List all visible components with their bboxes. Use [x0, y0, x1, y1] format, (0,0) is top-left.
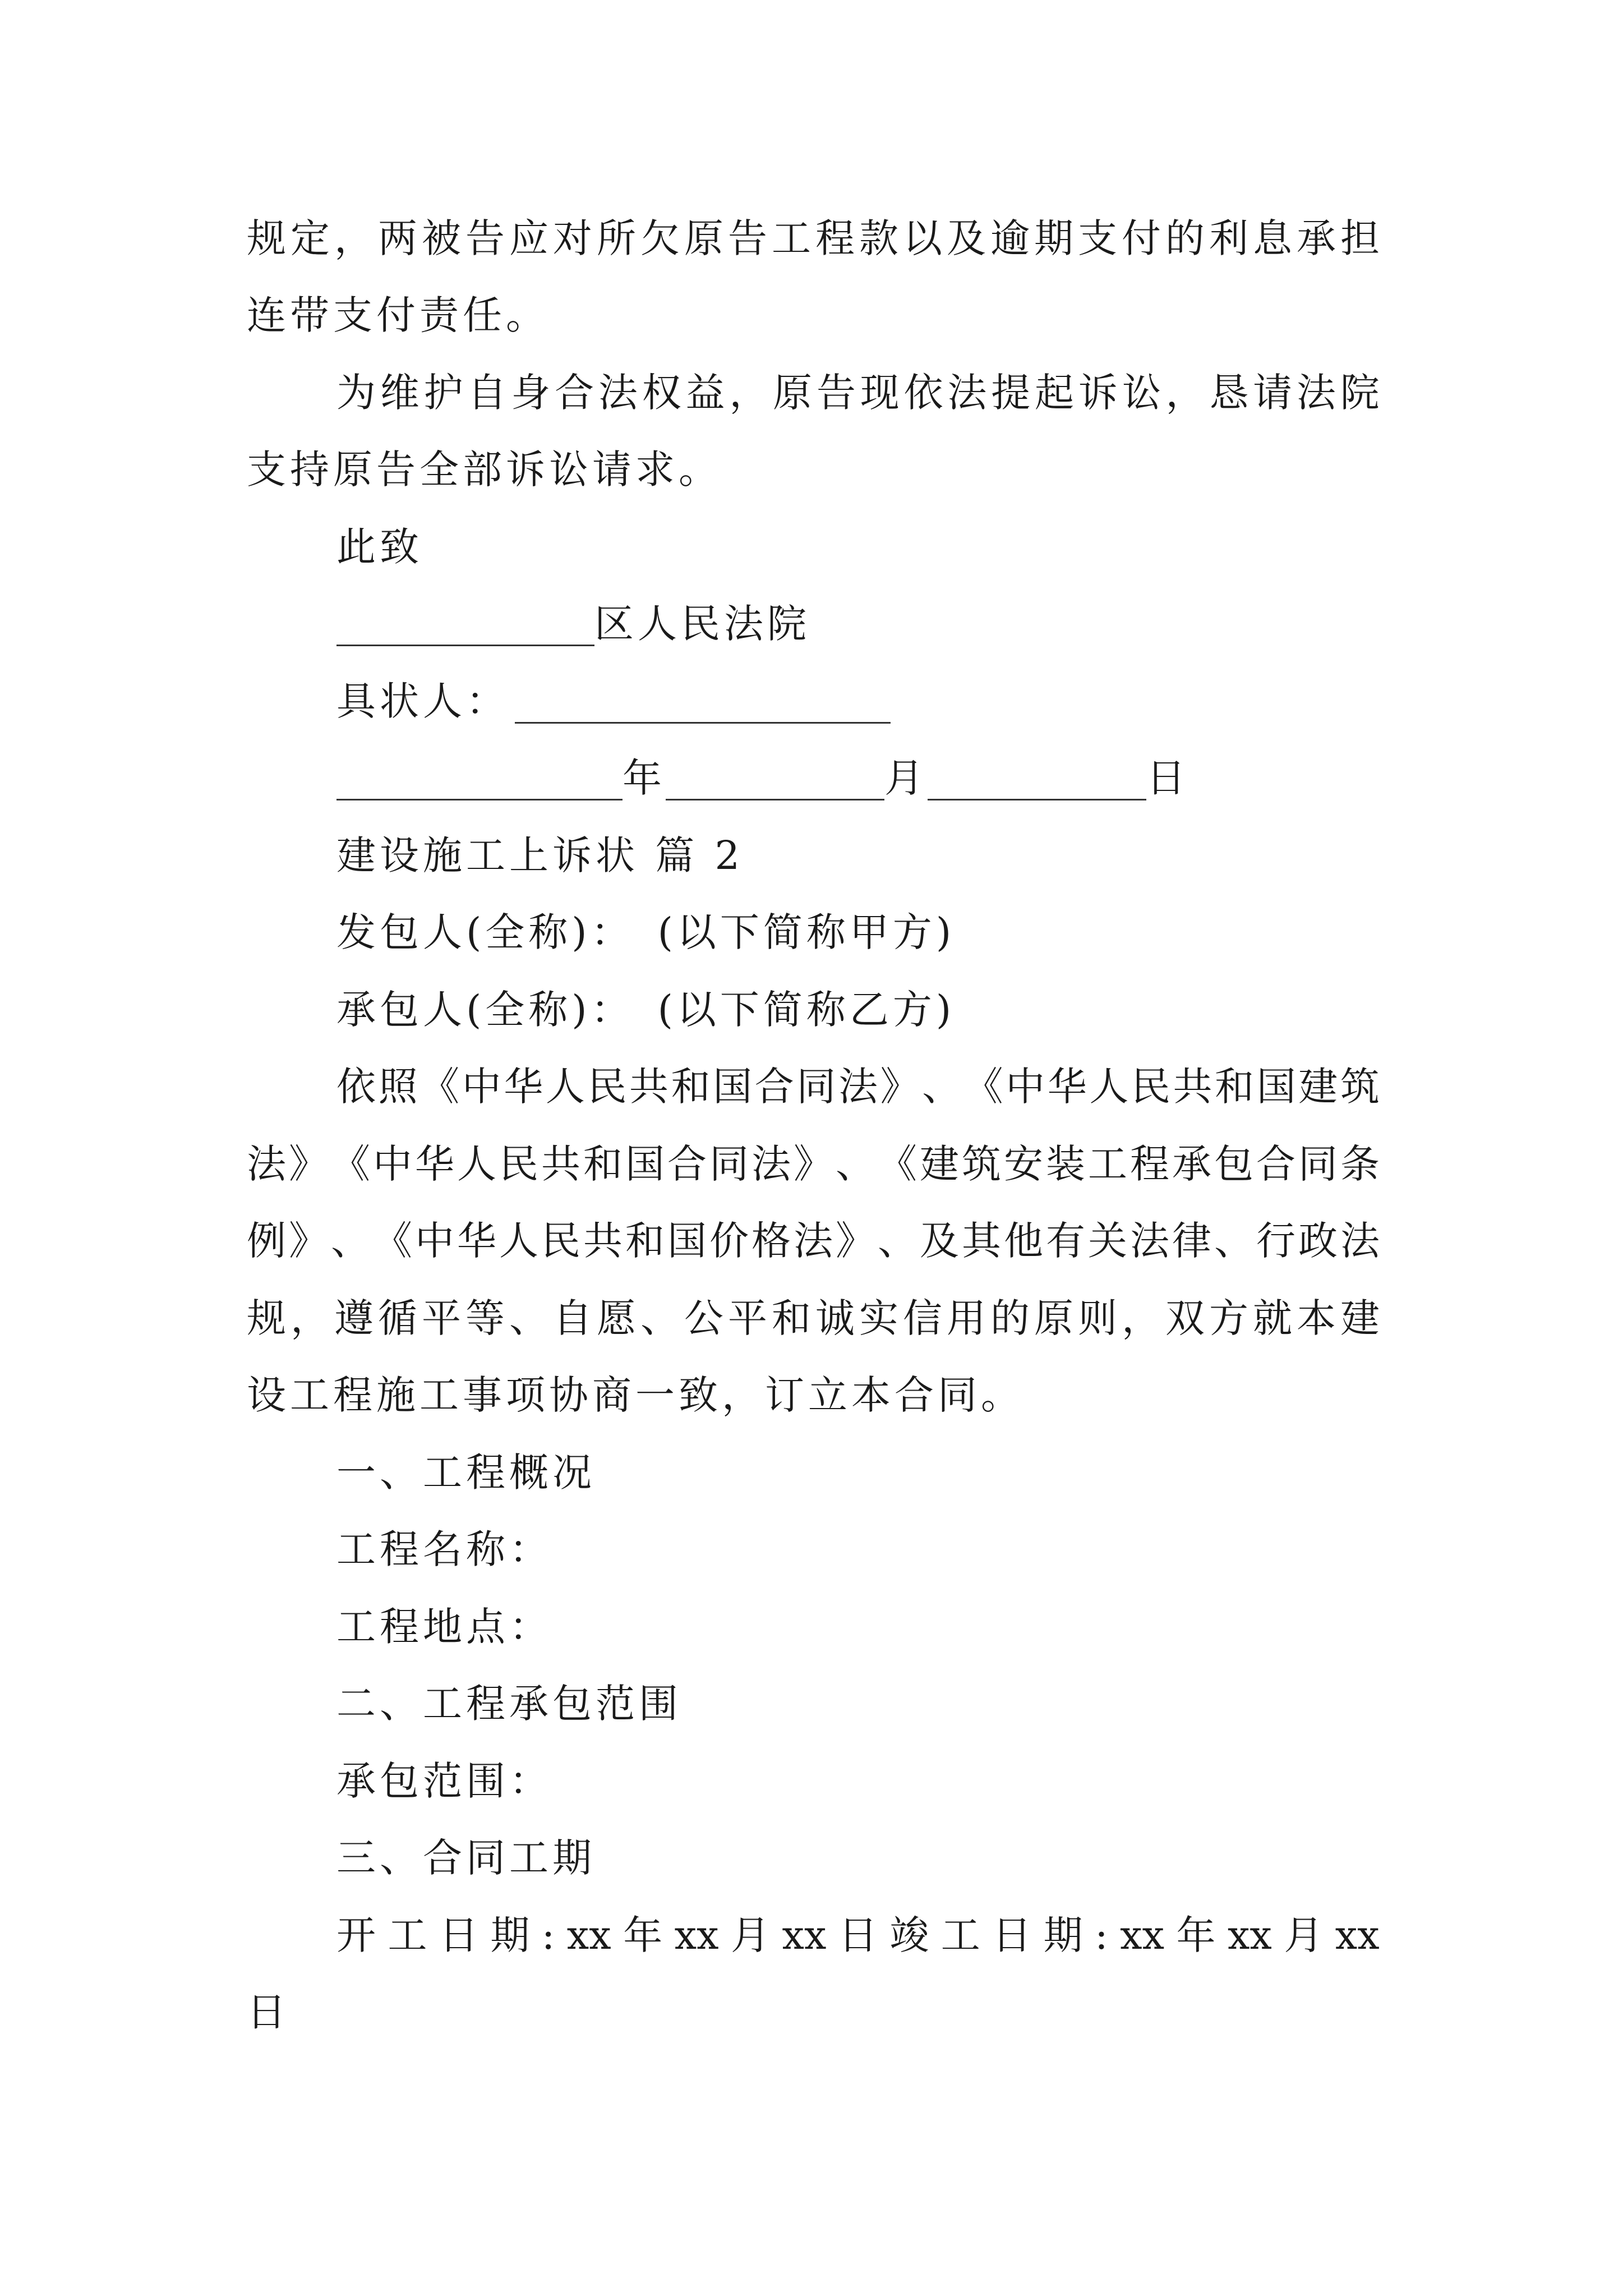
text-glyph: 期: [1043, 1912, 1083, 1958]
text-glyph: 维: [380, 370, 419, 416]
text-glyph: 和: [583, 1141, 623, 1187]
plaintiff-blank: [515, 685, 891, 724]
text-glyph: 益: [685, 370, 725, 416]
heading-2: 二、工程承包范围: [336, 1681, 682, 1727]
plaintiff-label: 具状人：: [336, 678, 509, 724]
text-glyph: 法: [1340, 1218, 1380, 1264]
text-glyph: 款: [859, 215, 898, 261]
text-glyph: 循: [378, 1295, 417, 1341]
text-glyph: 《: [373, 1218, 412, 1264]
date-line: [336, 756, 1189, 800]
text-glyph: 规: [247, 1295, 286, 1341]
text-glyph: 月: [1284, 1912, 1324, 1958]
text-glyph: 》: [880, 1064, 920, 1110]
text-glyph: 等: [465, 1295, 505, 1341]
text-glyph: 和: [772, 1295, 811, 1341]
paragraph-line: 连带支付责任。: [247, 292, 549, 338]
text-glyph: 合: [667, 1141, 707, 1187]
text-glyph: 》: [289, 1141, 328, 1187]
text-glyph: 、: [878, 1218, 917, 1264]
text-glyph: 则: [1078, 1295, 1117, 1341]
text-glyph: 原: [773, 370, 813, 416]
paragraph-line: [247, 1142, 1380, 1186]
text-glyph: 请: [1253, 370, 1293, 416]
text-glyph: 被: [422, 215, 461, 261]
text-glyph: ，: [1122, 1295, 1161, 1341]
text-glyph: ，: [291, 1295, 330, 1341]
text-glyph: 法: [598, 370, 638, 416]
paragraph-line: [336, 370, 1380, 415]
text-glyph: 同: [796, 1064, 836, 1110]
text-glyph: 国: [625, 1141, 665, 1187]
text-glyph: 中: [373, 1141, 412, 1187]
text-glyph: 及: [920, 1218, 959, 1264]
project-name-field: 工程名称：: [336, 1526, 552, 1572]
text-glyph: 付: [1122, 215, 1161, 261]
text-glyph: :: [1095, 1912, 1108, 1958]
scope-field: 承包范围：: [336, 1758, 552, 1804]
text-glyph: 国: [713, 1064, 753, 1110]
text-glyph: 和: [625, 1218, 665, 1264]
text-glyph: 中: [1006, 1064, 1045, 1110]
day-blank: [928, 762, 1146, 800]
text-glyph: 人: [1089, 1064, 1129, 1110]
text-glyph: 国: [667, 1218, 707, 1264]
paragraph-line: 设工程施工事项协商一致，订立本合同。: [247, 1372, 1024, 1418]
text-glyph: 》: [794, 1141, 833, 1187]
paragraph-line: [247, 1296, 1380, 1341]
text-glyph: 华: [504, 1064, 543, 1110]
plaintiff-line: [336, 679, 891, 724]
text-glyph: 华: [1047, 1064, 1087, 1110]
paragraph-line: [336, 1064, 1380, 1109]
text-glyph: 合: [754, 1064, 794, 1110]
text-glyph: 承: [1172, 1141, 1211, 1187]
text-glyph: 就: [1253, 1295, 1292, 1341]
text-glyph: 告: [465, 215, 505, 261]
text-glyph: 、: [922, 1064, 962, 1110]
paragraph-line: [247, 1218, 1380, 1263]
text-glyph: 信: [903, 1295, 942, 1341]
year-char: 年: [623, 755, 666, 801]
contractor-line: 承包人(全称)： (以下简称乙方): [336, 987, 956, 1033]
text-glyph: 告: [728, 215, 767, 261]
text-glyph: 华: [415, 1141, 454, 1187]
text-glyph: 政: [1298, 1218, 1338, 1264]
text-glyph: 装: [1046, 1141, 1085, 1187]
text-glyph: 国: [1256, 1064, 1296, 1110]
text-glyph: 中: [415, 1218, 454, 1264]
text-glyph: 《: [331, 1141, 370, 1187]
text-glyph: 合: [555, 370, 594, 416]
day-char: 日: [1146, 755, 1189, 801]
text-glyph: 中: [462, 1064, 501, 1110]
text-glyph: 法: [751, 1141, 791, 1187]
text-glyph: 原: [1034, 1295, 1073, 1341]
text-glyph: 定: [291, 215, 330, 261]
text-glyph: 规: [247, 215, 286, 261]
text-glyph: 法: [947, 370, 987, 416]
text-glyph: 身: [511, 370, 551, 416]
project-location-field: 工程地点：: [336, 1604, 552, 1650]
text-glyph: 工: [940, 1912, 980, 1958]
text-glyph: 的: [1165, 215, 1205, 261]
text-glyph: 支: [1078, 215, 1117, 261]
text-glyph: 用: [947, 1295, 986, 1341]
text-glyph: 两: [378, 215, 417, 261]
text-glyph: 遵: [334, 1295, 374, 1341]
text-glyph: xx: [1335, 1912, 1380, 1958]
text-glyph: 建: [1340, 1295, 1380, 1341]
text-glyph: 自: [553, 1295, 592, 1341]
text-glyph: 及: [947, 215, 986, 261]
paragraph-line: 支持原告全部诉讼请求。: [247, 447, 722, 493]
text-glyph: 有: [1046, 1218, 1085, 1264]
text-glyph: 以: [903, 215, 942, 261]
text-glyph: 《: [878, 1141, 917, 1187]
text-glyph: 民: [1131, 1064, 1170, 1110]
text-glyph: xx: [674, 1912, 719, 1958]
text-glyph: 》: [289, 1218, 328, 1264]
text-glyph: 人: [457, 1141, 496, 1187]
text-glyph: 日: [992, 1912, 1032, 1958]
text-glyph: 法: [838, 1064, 878, 1110]
text-glyph: 包: [1214, 1141, 1253, 1187]
text-glyph: 合: [1256, 1141, 1295, 1187]
text-glyph: ，: [729, 370, 769, 416]
text-glyph: 其: [962, 1218, 1001, 1264]
text-glyph: 人: [499, 1218, 538, 1264]
text-glyph: 民: [499, 1141, 538, 1187]
court-name-blank: [336, 608, 594, 646]
text-glyph: 愿: [597, 1295, 636, 1341]
text-glyph: 逾: [990, 215, 1030, 261]
text-glyph: 照: [378, 1064, 418, 1110]
text-glyph: 律: [1172, 1218, 1211, 1264]
text-glyph: 自: [467, 370, 507, 416]
text-glyph: 筑: [962, 1141, 1001, 1187]
text-glyph: 共: [583, 1218, 623, 1264]
text-glyph: 对: [553, 215, 592, 261]
text-glyph: 法: [1130, 1218, 1169, 1264]
text-glyph: 《: [963, 1064, 1003, 1110]
text-glyph: 建: [1298, 1064, 1338, 1110]
text-glyph: 程: [1130, 1141, 1169, 1187]
text-glyph: 日: [838, 1912, 878, 1958]
text-glyph: 人: [545, 1064, 585, 1110]
text-glyph: 期: [1034, 215, 1073, 261]
text-glyph: 应: [509, 215, 548, 261]
text-glyph: 、: [509, 1295, 548, 1341]
salutation: 此致: [336, 524, 423, 570]
text-glyph: xx: [566, 1912, 611, 1958]
text-glyph: 诚: [815, 1295, 855, 1341]
court-suffix: 区人民法院: [594, 601, 810, 647]
text-glyph: 同: [709, 1141, 749, 1187]
text-glyph: 依: [336, 1064, 376, 1110]
text-glyph: 竣: [889, 1912, 929, 1958]
month-blank: [666, 762, 884, 800]
text-glyph: 格: [751, 1218, 791, 1264]
heading-1: 一、工程概况: [336, 1450, 596, 1496]
text-glyph: 关: [1088, 1218, 1127, 1264]
text-glyph: 条: [1340, 1141, 1380, 1187]
text-glyph: 法: [794, 1218, 833, 1264]
text-glyph: 年: [623, 1912, 663, 1958]
text-glyph: 的: [990, 1295, 1030, 1341]
text-glyph: 年: [1176, 1912, 1216, 1958]
text-glyph: 和: [671, 1064, 711, 1110]
text-glyph: 原: [684, 215, 723, 261]
text-glyph: 筑: [1340, 1064, 1380, 1110]
text-glyph: 依: [903, 370, 943, 416]
employer-line: 发包人(全称)： (以下简称甲方): [336, 909, 956, 955]
text-glyph: 程: [815, 215, 855, 261]
text-glyph: 权: [642, 370, 681, 416]
text-glyph: 工: [1088, 1141, 1127, 1187]
text-glyph: 实: [859, 1295, 898, 1341]
text-glyph: 价: [709, 1218, 749, 1264]
text-glyph: 同: [1298, 1141, 1338, 1187]
text-glyph: 平: [728, 1295, 767, 1341]
text-glyph: 》: [836, 1218, 875, 1264]
text-glyph: ，: [334, 215, 374, 261]
text-glyph: 现: [860, 370, 900, 416]
text-glyph: 日: [439, 1912, 478, 1958]
section-title: 建设施工上诉状 篇 2: [336, 832, 744, 878]
text-glyph: 平: [422, 1295, 461, 1341]
year-blank: [336, 762, 623, 800]
text-glyph: 讼: [1122, 370, 1161, 416]
text-glyph: 、: [836, 1141, 875, 1187]
text-glyph: 《: [420, 1064, 460, 1110]
month-char: 月: [884, 755, 928, 801]
text-glyph: xx: [1120, 1912, 1165, 1958]
text-glyph: 诉: [1078, 370, 1118, 416]
text-glyph: 法: [247, 1141, 286, 1187]
text-glyph: 、: [331, 1218, 370, 1264]
text-glyph: 月: [731, 1912, 771, 1958]
text-glyph: 公: [684, 1295, 723, 1341]
text-glyph: 华: [457, 1218, 496, 1264]
heading-3: 三、合同工期: [336, 1835, 596, 1881]
text-glyph: 共: [541, 1141, 580, 1187]
text-glyph: 共: [629, 1064, 669, 1110]
dates-line-end: 日: [247, 1989, 290, 2035]
text-glyph: 护: [423, 370, 463, 416]
court-line: [336, 601, 810, 646]
text-glyph: 他: [1004, 1218, 1043, 1264]
text-glyph: 告: [816, 370, 856, 416]
paragraph-line: [247, 216, 1380, 261]
text-glyph: 开: [336, 1912, 376, 1958]
text-glyph: 所: [597, 215, 636, 261]
text-glyph: 工: [772, 215, 811, 261]
text-glyph: 起: [1035, 370, 1074, 416]
text-glyph: 共: [1173, 1064, 1212, 1110]
text-glyph: ，: [1165, 370, 1205, 416]
text-glyph: 行: [1256, 1218, 1295, 1264]
dates-line: [336, 1913, 1380, 1958]
text-glyph: 担: [1340, 215, 1380, 261]
text-glyph: 期: [490, 1912, 530, 1958]
text-glyph: 工: [388, 1912, 427, 1958]
text-glyph: 提: [991, 370, 1031, 416]
text-glyph: 方: [1209, 1295, 1248, 1341]
text-glyph: 承: [1297, 215, 1336, 261]
text-glyph: 和: [1215, 1064, 1255, 1110]
text-glyph: 安: [1004, 1141, 1043, 1187]
text-glyph: 、: [640, 1295, 680, 1341]
text-glyph: xx: [782, 1912, 827, 1958]
text-glyph: 利: [1209, 215, 1248, 261]
text-glyph: 双: [1165, 1295, 1205, 1341]
text-glyph: 恳: [1209, 370, 1249, 416]
text-glyph: 为: [336, 370, 376, 416]
text-glyph: 院: [1340, 370, 1380, 416]
text-glyph: 息: [1253, 215, 1292, 261]
text-glyph: 欠: [640, 215, 680, 261]
text-glyph: xx: [1227, 1912, 1272, 1958]
text-glyph: 法: [1296, 370, 1336, 416]
text-glyph: :: [541, 1912, 555, 1958]
text-glyph: 建: [920, 1141, 959, 1187]
text-glyph: 民: [587, 1064, 627, 1110]
text-glyph: 例: [247, 1218, 286, 1264]
text-glyph: 民: [541, 1218, 580, 1264]
text-glyph: 、: [1214, 1218, 1253, 1264]
text-glyph: 本: [1297, 1295, 1336, 1341]
